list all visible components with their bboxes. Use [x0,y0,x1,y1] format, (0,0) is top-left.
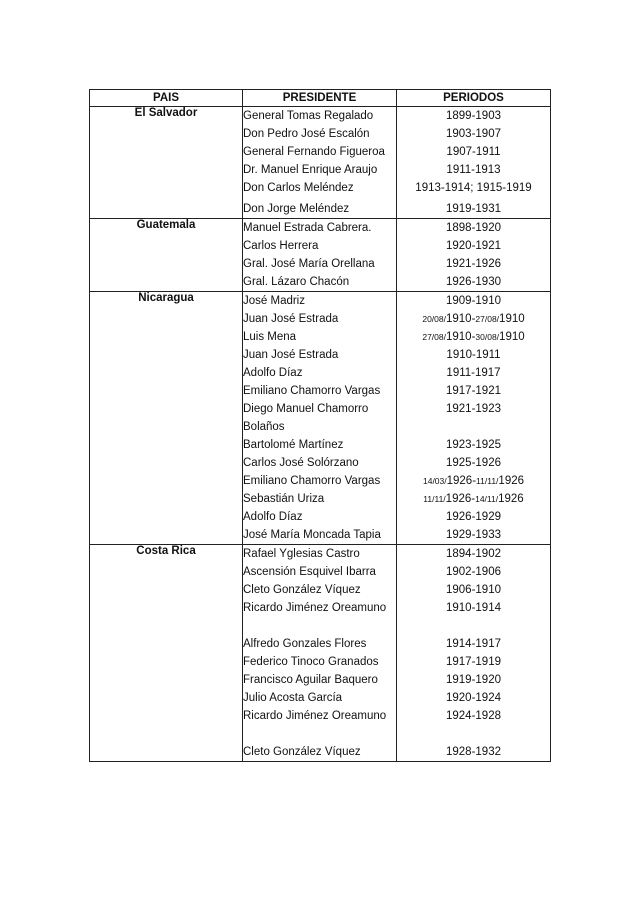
president-name: Manuel Estrada Cabrera. [243,222,372,234]
country-name: Guatemala [90,219,243,292]
president-name: Emiliano Chamorro Vargas [243,475,381,487]
header-row [90,90,551,107]
president-name: Ricardo Jiménez Oreamuno [243,710,387,722]
president-name: Francisco Aguilar Baquero [243,674,378,686]
period-start-year: 1926- [445,493,476,505]
period-value: 1926-1930 [446,276,501,288]
period-start-year: 1926- [446,475,477,487]
president-name: Ascensión Esquivel Ibarra [243,566,376,578]
president-name: Rafael Yglesias Castro [243,548,360,560]
president-list [243,107,397,219]
president-list [243,545,397,762]
president-name: Luis Mena [243,331,297,343]
period-start-year: 1910- [445,313,476,325]
period-value: 1921-1923 [446,403,501,415]
period-value: 1923-1925 [446,439,501,451]
period-end-year: 1926 [498,493,524,505]
president-name: Cleto González Víquez [243,746,361,758]
period-list [397,545,551,762]
period-value [397,328,550,346]
country-row-nicaragua [90,292,551,545]
header-country: PAIS [90,90,243,107]
period-value [397,472,550,490]
country-name: El Salvador [90,107,243,219]
period-value: 1919-1931 [446,203,501,215]
period-value: 1920-1924 [446,692,501,704]
period-value: 1917-1919 [446,656,501,668]
president-name: Sebastián Uriza [243,493,325,505]
period-value [397,310,550,328]
period-value: 1920-1921 [446,240,501,252]
president-name: Don Pedro José Escalón [243,128,370,140]
country-name: Nicaragua [90,292,243,545]
period-list [397,292,551,545]
period-value: 1919-1920 [446,674,501,686]
president-name: Gral. Lázaro Chacón [243,276,350,288]
header-president: PRESIDENTE [243,90,397,107]
period-end-date: 27/08/ [475,314,500,324]
period-value: 1909-1910 [446,295,501,307]
country-name: Costa Rica [90,545,243,762]
period-value: 1898-1920 [446,222,501,234]
president-name: Julio Acosta García [243,692,343,704]
period-value: 1928-1932 [446,746,501,758]
presidents-table [89,89,551,762]
period-end-date: 14/11/ [475,494,499,504]
period-value: 1911-1917 [446,367,501,379]
period-start-date: 27/08/ [422,332,446,342]
president-name: Federico Tinoco Granados [243,656,379,668]
period-value: 1899-1903 [446,110,501,122]
president-name: Diego Manuel Chamorro Bolaños [243,403,369,433]
period-start-date: 11/11/ [423,494,446,504]
president-name: Cleto González Víquez [243,584,361,596]
country-row-guatemala [90,219,551,292]
president-name: Adolfo Díaz [243,511,303,523]
period-value: 1913-1914; 1915-1919 [415,182,532,194]
period-value: 1914-1917 [446,638,501,650]
president-name: Gral. José María Orellana [243,258,375,270]
president-name: Juan José Estrada [243,313,339,325]
president-name: Juan José Estrada [243,349,339,361]
period-value: 1903-1907 [446,128,501,140]
period-value: 1925-1926 [446,457,501,469]
period-value: 1917-1921 [446,385,501,397]
president-name: Carlos José Solórzano [243,457,359,469]
period-start-year: 1910- [445,331,476,343]
president-name: Carlos Herrera [243,240,319,252]
period-end-date: 30/08/ [475,332,500,342]
period-start-date: 20/08/ [422,314,446,324]
period-value: 1929-1933 [446,529,501,541]
period-value: 1924-1928 [446,710,501,722]
period-end-year: 1910 [499,313,525,325]
president-name: Alfredo Gonzales Flores [243,638,367,650]
period-list [397,107,551,219]
president-name: Ricardo Jiménez Oreamuno [243,602,387,614]
president-name: General Tomas Regalado [243,110,374,122]
president-name: Adolfo Díaz [243,367,303,379]
period-value [397,490,550,508]
period-value: 1910-1911 [446,349,501,361]
president-list [243,219,397,292]
president-name: José Madriz [243,295,305,307]
period-value: 1926-1929 [446,511,501,523]
header-period: PERIODOS [397,90,551,107]
president-name: General Fernando Figueroa [243,146,385,158]
period-value: 1911-1913 [446,164,501,176]
period-value: 1910-1914 [446,602,501,614]
president-name: Bartolomé Martínez [243,439,344,451]
president-name: Don Jorge Meléndez [243,203,350,215]
president-list [243,292,397,545]
country-row-costa-rica [90,545,551,762]
period-value: 1907-1911 [446,146,501,158]
period-start-date: 14/03/ [422,476,447,486]
period-value: 1902-1906 [446,566,501,578]
period-end-year: 1926 [498,475,525,487]
period-value: 1894-1902 [446,548,501,560]
period-value: 1921-1926 [446,258,501,270]
president-name: Don Carlos Meléndez [243,182,354,194]
period-end-year: 1910 [499,331,525,343]
period-list [397,219,551,292]
country-row-el-salvador [90,107,551,219]
period-end-date: 11/11/ [476,476,499,486]
period-value: 1906-1910 [446,584,501,596]
president-name: José María Moncada Tapia [243,529,381,541]
president-name: Dr. Manuel Enrique Araujo [243,164,378,176]
president-name: Emiliano Chamorro Vargas [243,385,381,397]
